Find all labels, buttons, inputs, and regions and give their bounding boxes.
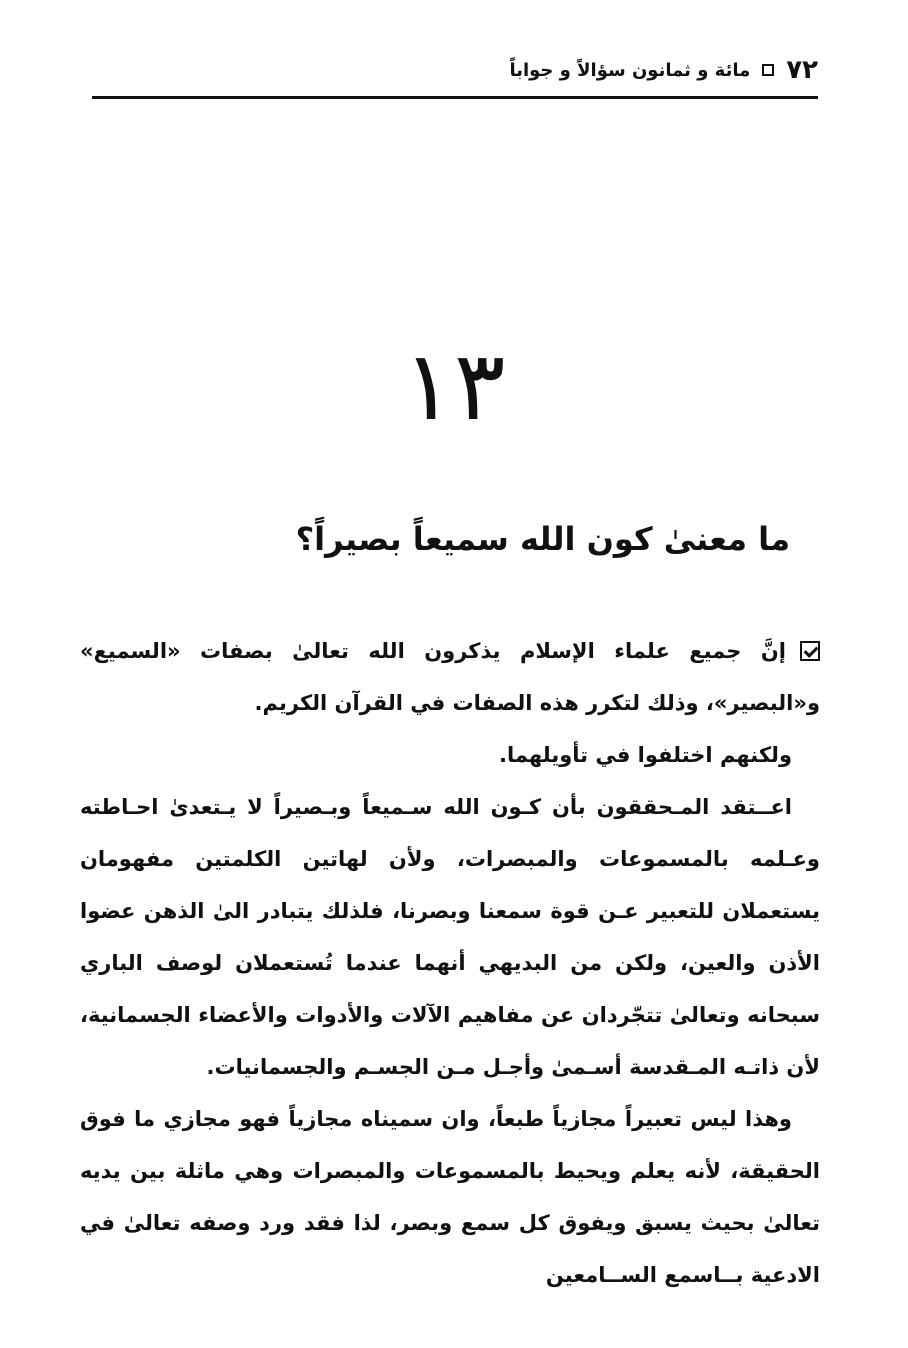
paragraph: اعــتقد المـحققون بأن كـون الله سـميعاً وبـصيراً لا يـتعدىٰ احـاطته وعـلمه بالمسموعات والمبصرات، ولأن لهاتين الكلمتين مفهومان يستعملان للتعبير عـن قوة سمعنا وبصرنا، فلذلك يتبادر الىٰ الذهن عضوا الأذن والعين، ولكن من البديهي أنهما عندما تُستعملان لوصف الباري سبحانه وتعالىٰ تتجّردان عن مفاهيم الآلات والأدوات والأعضاء الجسمانية، لأن ذاتـه المـقدسة أسـمىٰ وأجـل مـن الجسـم والجسمانيات. (80, 795, 820, 1079)
header-rule (92, 96, 818, 99)
book-title: مائة و ثمانون سؤالاً و جواباً (509, 59, 751, 81)
paragraph: ولكنهم اختلفوا في تأويلهما. (498, 743, 792, 767)
page-number: ٧٢ (786, 55, 818, 85)
checkbox-checked-icon (800, 641, 820, 661)
running-header (92, 50, 818, 90)
chapter-number: ١٣ (402, 330, 506, 442)
body-text (80, 625, 820, 1301)
question-heading: ما معنىٰ كون الله سميعاً بصيراً؟ (295, 520, 790, 558)
square-ornament-icon (762, 64, 774, 76)
paragraph-text: إنَّ جميع علماء الإسلام يذكرون الله تعالىٰ بصفات «السميع» و«البصير»، وذلك لتكرر هذه الصفات في القرآن الكريم. (80, 639, 820, 715)
paragraph (80, 625, 820, 729)
paragraph: وهذا ليس تعبيراً مجازياً طبعاً، وان سميناه مجازياً فهو مجازي ما فوق الحقيقة، لأنه يعلم ويحيط بالمسموعات والمبصرات وهي ماثلة بين يديه تعالىٰ بحيث يسبق ويفوق كل سمع وبصر، لذا فقد ورد وصفه تعالىٰ في الادعية بــاسمع الســامعين (80, 1107, 820, 1287)
